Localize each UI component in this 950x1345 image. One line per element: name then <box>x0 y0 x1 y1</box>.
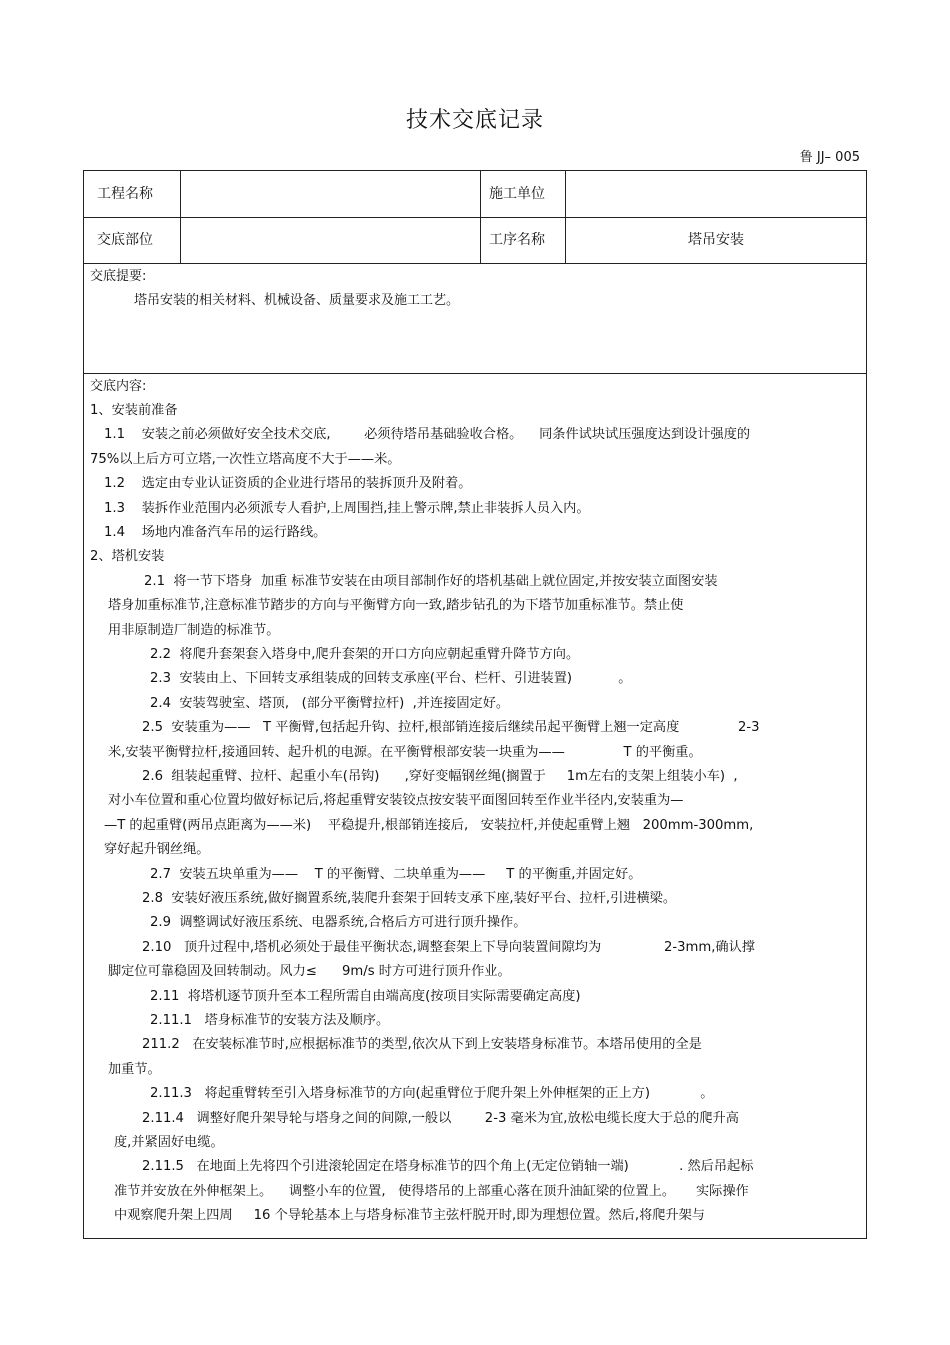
content-line: 2.9 调整调试好液压系统、电器系统,合格后方可进行顶升操作。 <box>150 915 527 931</box>
summary-label: 交底提要: <box>90 269 147 284</box>
document-title: 技术交底记录 <box>405 108 544 133</box>
content-line: 2.2 将爬升套架套入塔身中,爬升套架的开口方向应朝起重臂升降节方向。 <box>150 647 580 662</box>
content-line: 2.11.4 调整好爬升架导轮与塔身之间的间隙,一般以 2-3 毫米为宜,放松电缆长度大于总的爬升高 <box>142 1110 739 1126</box>
content-line: 米,安装平衡臂拉杆,接通回转、起升机的电源。在平衡臂根部安装一块重为—— T 的平衡重。 <box>108 744 702 760</box>
content-line: 加重节。 <box>108 1061 161 1077</box>
construction-unit-label: 施工单位 <box>489 186 545 202</box>
content-line: 用非原制造厂制造的标准节。 <box>108 622 280 638</box>
content-line: 2.5 安装重为—— T 平衡臂,包括起升钩、拉杆,根部销连接后继续吊起平衡臂上翘一定高度 2-3 <box>142 720 760 736</box>
content-line: 2.10 顶升过程中,塔机必须处于最佳平衡状态,调整套架上下导向装置间隙均为 2-3mm,确认撑 <box>142 939 755 955</box>
content-line: 211.2 在安装标准节时,应根据标准节的类型,依次从下到上安装塔身标准节。本塔吊使用的全是 <box>142 1037 702 1053</box>
row-divider <box>84 373 866 374</box>
content-line: 75%以上后方可立塔,一次性立塔高度不大于——米。 <box>90 451 401 467</box>
content-line: 2.1 将一节下塔身 加重 标准节安装在由项目部制作好的塔机基础上就位固定,并按安装立面图安装 <box>144 573 718 589</box>
content-line: 2.11 将塔机逐节顶升至本工程所需自由端高度(按项目实际需要确定高度) <box>150 988 581 1004</box>
content-label: 交底内容: <box>90 379 147 394</box>
content-line: 2、塔机安装 <box>90 549 165 565</box>
process-name-value: 塔吊安装 <box>688 232 744 248</box>
content-line: 2.11.5 在地面上先将四个引进滚轮固定在塔身标准节的四个角上(无定位销轴一端) . 然后吊起标 <box>142 1159 754 1175</box>
content-line: 1、安装前准备 <box>90 403 178 418</box>
content-line: 2.3 安装由上、下回转支承组装成的回转支承座(平台、栏杆、引进装置) 。 <box>150 671 632 687</box>
summary-text: 塔吊安装的相关材料、机械设备、质量要求及施工工艺。 <box>134 293 460 308</box>
column-divider <box>565 171 566 263</box>
content-body <box>84 399 866 1238</box>
document-code: 鲁 JJ– 005 <box>799 150 860 165</box>
content-line: 2.4 安装驾驶室、塔顶, (部分平衡臂拉杆) ,并连接固定好。 <box>150 695 510 711</box>
content-line: 准节并安放在外伸框架上。 调整小车的位置, 使得塔吊的上部重心落在顶升油缸梁的位置上。 实际操作 <box>114 1183 749 1199</box>
content-line: 塔身加重标准节,注意标准节踏步的方向与平衡臂方向一致,踏步钻孔的为下塔节加重标准节。禁止使 <box>108 598 684 614</box>
content-line: 2.8 安装好液压系统,做好搁置系统,装爬升套架于回转支承下座,装好平台、拉杆,引进横梁。 <box>142 891 677 906</box>
column-divider <box>180 171 181 263</box>
content-line: 2.7 安装五块单重为—— T 的平衡臂、二块单重为—— T 的平衡重,并固定好。 <box>150 866 642 882</box>
content-line: 穿好起升钢丝绳。 <box>104 842 210 858</box>
content-line: 2.11.1 塔身标准节的安装方法及顺序。 <box>150 1013 390 1028</box>
content-line: 1.1 安装之前必须做好安全技术交底, 必须待塔吊基础验收合格。 同条件试块试压强度达到设计强度的 <box>104 427 751 443</box>
content-line: 1.3 装拆作业范围内必须派专人看护,上周围挡,挂上警示牌,禁止非装拆人员入内。 <box>104 500 590 516</box>
content-line: 2.11.3 将起重臂转至引入塔身标准节的方向(起重臂位于爬升架上外伸框架的正上方) 。 <box>150 1086 714 1102</box>
project-name-label: 工程名称 <box>97 186 153 202</box>
content-line: 对小车位置和重心位置均做好标记后,将起重臂安装铰点按安装平面图回转至作业半径内,安装重为— <box>108 793 684 809</box>
content-line: 度,并紧固好电缆。 <box>114 1135 224 1150</box>
column-divider <box>480 171 481 263</box>
row-divider <box>84 217 866 218</box>
content-line: —T 的起重臂(两吊点距离为——米) 平稳提升,根部销连接后, 安装拉杆,并使起重臂上翘 200mm-300mm, <box>104 817 754 833</box>
process-name-label: 工序名称 <box>489 232 545 248</box>
content-line: 1.2 选定由专业认证资质的企业进行塔吊的装拆顶升及附着。 <box>104 476 472 492</box>
content-line: 1.4 场地内准备汽车吊的运行路线。 <box>104 525 327 540</box>
record-sheet <box>83 170 867 1239</box>
content-line: 中观察爬升架上四周 16 个导轮基本上与塔身标准节主弦杆脱开时,即为理想位置。然后,将爬升架与 <box>114 1208 705 1224</box>
content-line: 脚定位可靠稳固及回转制动。风力≤ 9m/s 时方可进行顶升作业。 <box>108 964 511 980</box>
disclosure-part-label: 交底部位 <box>97 232 153 248</box>
row-divider <box>84 263 866 264</box>
content-line: 2.6 组装起重臂、拉杆、起重小车(吊钩) ,穿好变幅钢丝绳(搁置于 1m左右的支架上组装小车) , <box>142 769 738 784</box>
